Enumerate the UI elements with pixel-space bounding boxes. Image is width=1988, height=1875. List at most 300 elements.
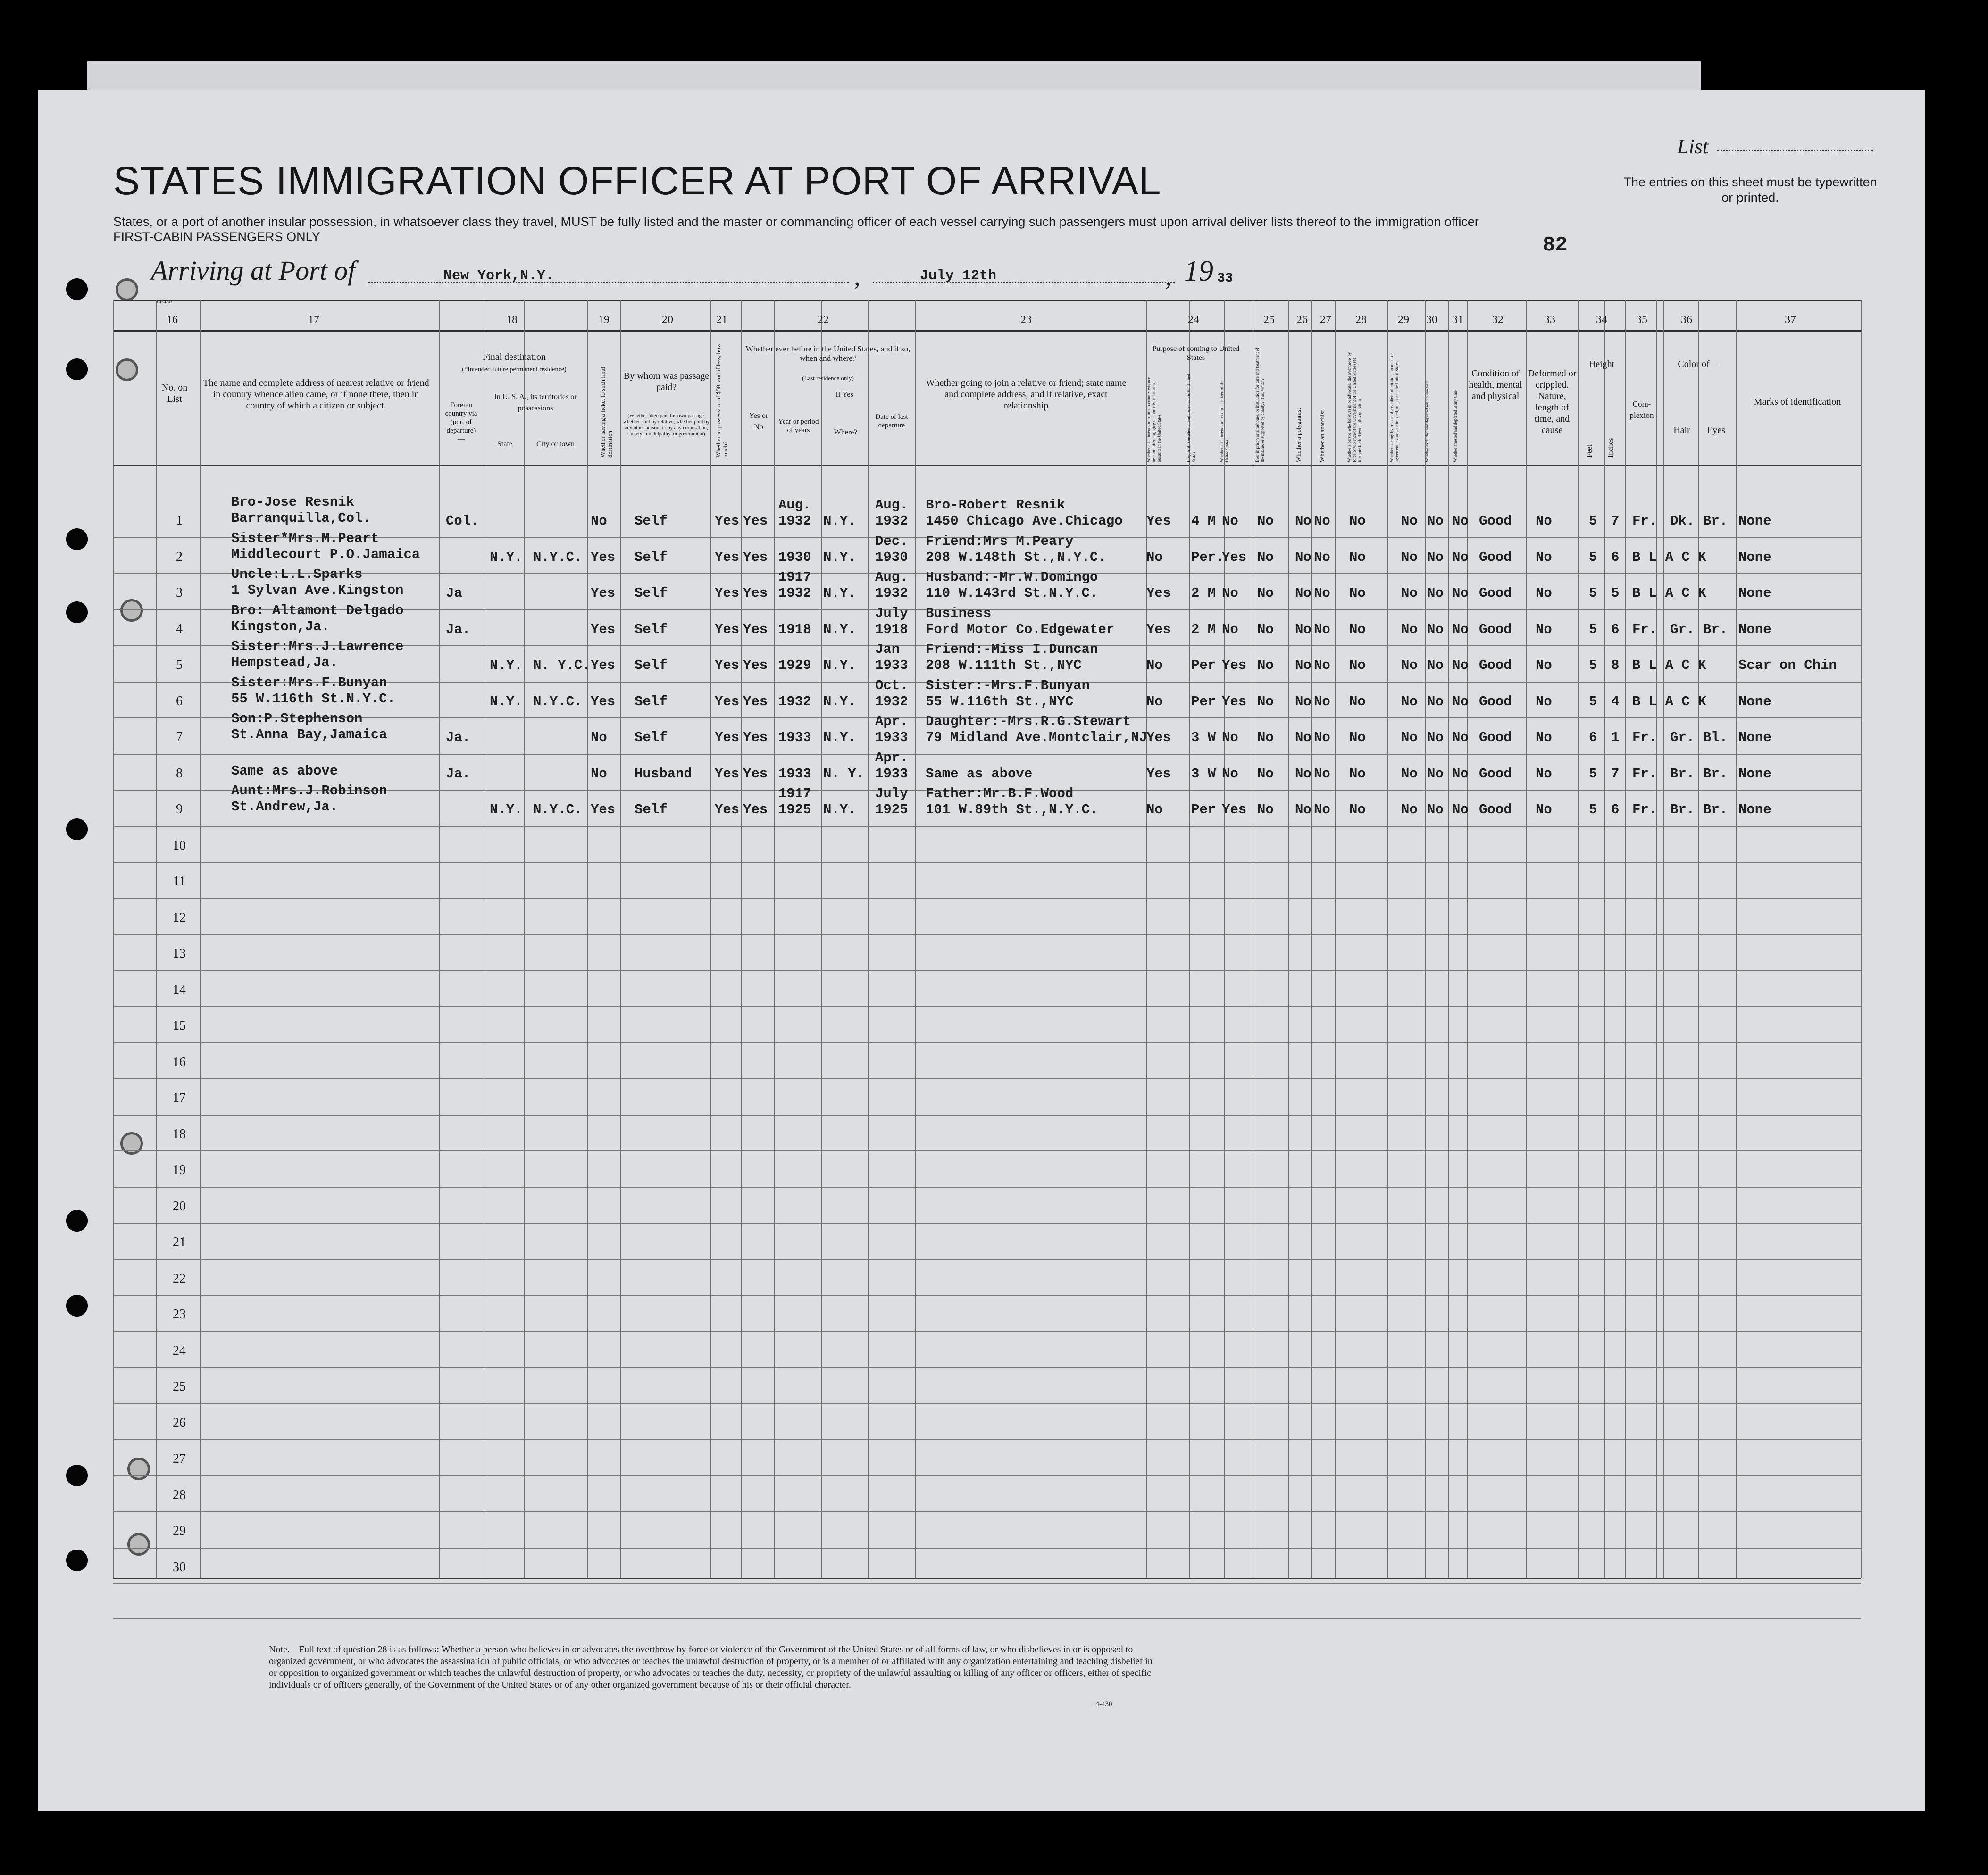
intends-citizenship: Yes xyxy=(1222,802,1247,817)
fifty-dollars-answer: Yes xyxy=(715,513,740,529)
column-number: 37 xyxy=(1785,314,1796,326)
fifty-dollars-answer: Yes xyxy=(715,622,740,637)
column-number: 29 xyxy=(1398,314,1409,326)
eye-color: Br. xyxy=(1703,802,1728,817)
port-line xyxy=(368,282,849,283)
previous-year: 1930 xyxy=(778,550,811,565)
row-number: 23 xyxy=(173,1307,186,1322)
intends-citizenship: No xyxy=(1222,730,1238,745)
relative-address: 55 W.116th St.N.Y.C. xyxy=(231,691,396,707)
ticket-answer: No xyxy=(591,730,607,745)
foreign-country: Col. xyxy=(446,513,479,529)
header-before-us-sub: (Last residence only) xyxy=(802,375,854,382)
column-number: 24 xyxy=(1188,314,1199,326)
previous-year: 1933 xyxy=(778,766,811,782)
polygamist-answer: No xyxy=(1295,622,1311,637)
row-number: 22 xyxy=(173,1271,186,1286)
row-number: 12 xyxy=(173,910,186,925)
passage-paid-by: Self xyxy=(635,513,668,529)
joining-address: 55 W.116th St.,NYC xyxy=(926,694,1074,709)
length-of-stay: 3 W xyxy=(1191,766,1216,782)
column-rule xyxy=(1526,300,1527,1578)
column-number: 31 xyxy=(1452,314,1463,326)
intends-citizenship: No xyxy=(1222,585,1238,601)
column-number: 22 xyxy=(818,314,829,326)
departure-year: 1933 xyxy=(875,658,908,673)
header-where: Where? xyxy=(834,428,858,436)
length-of-stay: 4 M xyxy=(1191,513,1216,529)
column-number: 20 xyxy=(662,314,673,326)
row-number: 2 xyxy=(176,550,183,564)
prison-answer: No xyxy=(1257,658,1274,673)
question-31-answer: No xyxy=(1452,766,1469,782)
departure-year: 1933 xyxy=(875,730,908,745)
row-number: 4 xyxy=(176,622,183,636)
column-rule xyxy=(915,300,916,1578)
identification-marks: None xyxy=(1738,694,1771,709)
row-rule xyxy=(113,1295,1861,1296)
question-31-answer: No xyxy=(1452,585,1469,601)
header-no-on-list: No. on List xyxy=(161,383,188,404)
intends-return: No xyxy=(1146,802,1163,817)
height-inches: 1 xyxy=(1611,730,1620,745)
length-of-stay: Per xyxy=(1191,802,1216,817)
footer-rule xyxy=(113,1618,1861,1619)
binder-ring xyxy=(116,358,138,381)
header-eyes: Eyes xyxy=(1707,425,1725,435)
complexion: Fr. xyxy=(1632,766,1657,782)
eye-color: Br. xyxy=(1703,513,1728,529)
row-number: 7 xyxy=(176,730,183,744)
column-rule xyxy=(200,300,201,1578)
passage-paid-by: Self xyxy=(635,658,668,673)
row-number: 1 xyxy=(176,513,183,528)
previous-year: 1918 xyxy=(778,622,811,637)
row-rule xyxy=(113,1475,1861,1476)
passage-paid-by: Self xyxy=(635,694,668,709)
corner-code: 14-430 xyxy=(156,298,172,305)
health-condition: Good xyxy=(1479,513,1512,529)
relative-name: Sister*Mrs.M.Peart xyxy=(231,531,379,546)
row-rule xyxy=(113,1403,1861,1404)
health-condition: Good xyxy=(1479,802,1512,817)
previous-year: 1933 xyxy=(778,730,811,745)
relative-name: Son:P.Stephenson xyxy=(231,711,363,726)
hair-color: Br. xyxy=(1670,802,1695,817)
fifty-dollars-answer: Yes xyxy=(715,766,740,782)
joining-address: 110 W.143rd St.N.Y.C. xyxy=(926,585,1098,601)
identification-marks: Scar on Chin xyxy=(1738,658,1837,673)
header-bottom-rule xyxy=(113,465,1861,466)
relative-name: Bro-Jose Resnik xyxy=(231,494,355,510)
relative-address: Hempstead,Ja. xyxy=(231,655,338,670)
column-rule xyxy=(1146,300,1147,1578)
departure-month: Oct. xyxy=(875,678,908,693)
header-number-rule xyxy=(113,330,1861,332)
been-in-us-answer: Yes xyxy=(743,550,768,565)
header-final-destination: Final destination xyxy=(483,352,546,362)
hair-color: Dk. xyxy=(1670,513,1695,529)
deformed-answer: No xyxy=(1536,550,1552,565)
footnote: Note.—Full text of question 28 is as follows: Whether a person who believes in or advocates the overthrow by force or violence of the Government of the United States or of all forms of law, or who disbelieves in or is opposed to organized government, or who advocates the assassination of public officials, or who advocates or teaches the unlawful destruction of property, or is a member of or affiliated with any organization entertaining and teaching disbelief in or opposition to organized government or which teaches the unlawful destruction of property, or who advocates or teaches the duty, necessity, or propriety of the unlawful assaulting or killing of any officer or officers, either of specific individuals or of officers generally, of the Government of the United States or of any other organized government because of his or their official character. xyxy=(269,1644,1153,1690)
question-28-answer: No xyxy=(1349,622,1366,637)
departure-month: Aug. xyxy=(875,497,908,513)
year-suffix: 33 xyxy=(1217,271,1233,286)
ticket-answer: No xyxy=(591,766,607,782)
row-rule xyxy=(113,1006,1861,1007)
been-in-us-answer: Yes xyxy=(743,513,768,529)
binder-hole xyxy=(66,601,88,623)
polygamist-answer: No xyxy=(1295,513,1311,529)
column-rule xyxy=(1448,300,1449,1578)
health-condition: Good xyxy=(1479,694,1512,709)
intends-citizenship: Yes xyxy=(1222,658,1247,673)
health-condition: Good xyxy=(1479,622,1512,637)
destination-city: N.Y.C. xyxy=(533,550,583,565)
deformed-answer: No xyxy=(1536,730,1552,745)
column-rule xyxy=(774,300,775,1578)
question-29-answer: No xyxy=(1401,513,1418,529)
deformed-answer: No xyxy=(1536,802,1552,817)
row-number: 25 xyxy=(173,1379,186,1394)
eye-color: Br. xyxy=(1703,622,1728,637)
header-inches: Inches xyxy=(1607,438,1615,458)
anarchist-answer: No xyxy=(1314,550,1330,565)
height-feet: 5 xyxy=(1589,550,1597,565)
row-rule xyxy=(113,1187,1861,1188)
header-anarchist: Whether an anarchist xyxy=(1319,410,1326,462)
row-rule xyxy=(113,1259,1861,1260)
row-rule xyxy=(113,1548,1861,1549)
length-of-stay: Per. xyxy=(1191,550,1224,565)
question-28-answer: No xyxy=(1349,585,1366,601)
header-feet: Feet xyxy=(1586,444,1594,458)
passage-paid-by: Self xyxy=(635,550,668,565)
height-feet: 5 xyxy=(1589,622,1597,637)
binder-hole xyxy=(66,278,88,300)
identification-marks: None xyxy=(1738,585,1771,601)
row-number: 24 xyxy=(173,1343,186,1358)
fifty-dollars-answer: Yes xyxy=(715,694,740,709)
binder-hole xyxy=(66,1465,88,1486)
question-30-answer: No xyxy=(1427,766,1444,782)
column-rule xyxy=(1467,300,1468,1578)
class-line: FIRST-CABIN PASSENGERS ONLY xyxy=(113,230,320,244)
row-number: 18 xyxy=(173,1127,186,1142)
intends-citizenship: Yes xyxy=(1222,550,1247,565)
row-rule xyxy=(113,1511,1861,1512)
column-number: 32 xyxy=(1492,314,1504,326)
previous-year: 1929 xyxy=(778,658,811,673)
question-31-answer: No xyxy=(1452,622,1469,637)
hair-color: Gr. xyxy=(1670,730,1695,745)
question-29-answer: No xyxy=(1401,658,1418,673)
question-30-answer: No xyxy=(1427,513,1444,529)
height-inches: 7 xyxy=(1611,766,1620,782)
identification-marks: None xyxy=(1738,802,1771,817)
row-number: 29 xyxy=(173,1524,186,1538)
length-of-stay: 2 M xyxy=(1191,585,1216,601)
question-30-answer: No xyxy=(1427,730,1444,745)
column-rule xyxy=(439,300,440,1578)
intends-return: No xyxy=(1146,694,1163,709)
relative-address: 1 Sylvan Ave.Kingston xyxy=(231,583,404,598)
previous-residence: N.Y. xyxy=(823,802,856,817)
polygamist-answer: No xyxy=(1295,658,1311,673)
length-of-stay: 2 M xyxy=(1191,622,1216,637)
hair-color: Gr. xyxy=(1670,622,1695,637)
foreign-country: Ja. xyxy=(446,766,471,782)
column-rule xyxy=(1288,300,1289,1578)
column-rule xyxy=(1335,300,1336,1578)
joining-person: Bro-Robert Resnik xyxy=(926,497,1065,513)
question-30-answer: No xyxy=(1427,622,1444,637)
health-condition: Good xyxy=(1479,730,1512,745)
arrival-date: July 12th xyxy=(920,268,997,284)
deformed-answer: No xyxy=(1536,622,1552,637)
destination-city: N.Y.C. xyxy=(533,802,583,817)
binder-ring xyxy=(127,1533,150,1556)
form-title: STATES IMMIGRATION OFFICER AT PORT OF ARRIVAL xyxy=(113,158,1161,203)
row-number: 9 xyxy=(176,802,183,817)
height-inches: 6 xyxy=(1611,622,1620,637)
column-rule xyxy=(1604,300,1605,1578)
destination-state: N.Y. xyxy=(490,802,523,817)
joining-person: Sister:-Mrs.F.Bunyan xyxy=(926,678,1090,693)
joining-person: Husband:-Mr.W.Domingo xyxy=(926,569,1098,585)
column-rule xyxy=(620,300,621,1578)
column-number: 26 xyxy=(1296,314,1308,326)
row-rule xyxy=(113,754,1861,755)
joining-address: 101 W.89th St.,N.Y.C. xyxy=(926,802,1098,817)
prison-answer: No xyxy=(1257,766,1274,782)
prison-answer: No xyxy=(1257,513,1274,529)
question-30-answer: No xyxy=(1427,658,1444,673)
destination-city: N. Y.C. xyxy=(533,658,591,673)
header-polygamist: Whether a polygamist xyxy=(1295,408,1302,462)
page-number: 82 xyxy=(1543,233,1568,257)
length-of-stay: Per xyxy=(1191,658,1216,673)
row-rule xyxy=(113,1583,1861,1584)
header-purpose: Purpose of coming to United States xyxy=(1152,345,1240,362)
hair-color: Br. xyxy=(1670,766,1695,782)
departure-year: 1932 xyxy=(875,585,908,601)
row-number: 13 xyxy=(173,946,186,961)
row-rule xyxy=(113,862,1861,863)
relative-name: Aunt:Mrs.J.Robinson xyxy=(231,783,387,799)
deformed-answer: No xyxy=(1536,694,1552,709)
header-last-departure: Date of last departure xyxy=(875,413,908,429)
header-question-28: Whether a person who believes in or advocates the overthrow by force or violence of the Government of the United States (see footnote for full text of this question) xyxy=(1347,352,1362,462)
list-number-line xyxy=(1717,150,1873,151)
column-rule xyxy=(156,300,157,1578)
previous-residence: N.Y. xyxy=(823,585,856,601)
identification-marks: None xyxy=(1738,766,1771,782)
complexion: B L A C K xyxy=(1632,585,1706,601)
anarchist-answer: No xyxy=(1314,585,1330,601)
departure-year: 1933 xyxy=(875,766,908,782)
previous-residence: N.Y. xyxy=(823,658,856,673)
complexion: Fr. xyxy=(1632,513,1657,529)
question-28-answer: No xyxy=(1349,513,1366,529)
height-inches: 5 xyxy=(1611,585,1620,601)
identification-marks: None xyxy=(1738,730,1771,745)
eye-color: Bl. xyxy=(1703,730,1728,745)
manifest-sheet xyxy=(38,90,1925,1811)
relative-name: Uncle:L.L.Sparks xyxy=(231,567,363,582)
anarchist-answer: No xyxy=(1314,694,1330,709)
destination-city: N.Y.C. xyxy=(533,694,583,709)
relative-name: Sister:Mrs.J.Lawrence xyxy=(231,639,404,654)
complexion: Fr. xyxy=(1632,802,1657,817)
intends-return: No xyxy=(1146,550,1163,565)
column-number: 19 xyxy=(598,314,610,326)
previous-residence: N.Y. xyxy=(823,730,856,745)
row-number: 26 xyxy=(173,1416,186,1430)
fifty-dollars-answer: Yes xyxy=(715,585,740,601)
identification-marks: None xyxy=(1738,550,1771,565)
question-28-answer: No xyxy=(1349,766,1366,782)
header-health: Condition of health, mental and physical xyxy=(1469,368,1522,401)
joining-person: Father:Mr.B.F.Wood xyxy=(926,786,1074,801)
ticket-answer: Yes xyxy=(591,550,616,565)
deformed-answer: No xyxy=(1536,513,1552,529)
destination-state: N.Y. xyxy=(490,550,523,565)
previous-year: 1932 xyxy=(778,513,811,529)
column-number: 23 xyxy=(1020,314,1032,326)
polygamist-answer: No xyxy=(1295,766,1311,782)
joining-address: 208 W.111th St.,NYC xyxy=(926,658,1082,673)
row-rule xyxy=(113,1042,1861,1043)
column-number: 28 xyxy=(1355,314,1367,326)
question-29-answer: No xyxy=(1401,622,1418,637)
column-number: 16 xyxy=(167,314,178,326)
row-rule xyxy=(113,898,1861,899)
joining-address: 208 W.148th St.,N.Y.C. xyxy=(926,550,1106,565)
height-inches: 6 xyxy=(1611,802,1620,817)
question-29-answer: No xyxy=(1401,766,1418,782)
row-number: 10 xyxy=(173,838,186,853)
header-deformed: Deformed or crippled. Nature, length of time, and cause xyxy=(1528,368,1577,435)
question-30-answer: No xyxy=(1427,550,1444,565)
column-rule xyxy=(1656,300,1657,1578)
binder-hole xyxy=(66,528,88,550)
identification-marks: None xyxy=(1738,622,1771,637)
column-rule xyxy=(1578,300,1579,1578)
departure-month: July xyxy=(875,606,908,621)
anarchist-answer: No xyxy=(1314,513,1330,529)
column-number: 25 xyxy=(1263,314,1275,326)
binder-hole xyxy=(66,818,88,840)
departure-month: July xyxy=(875,786,908,801)
header-hair: Hair xyxy=(1673,425,1690,435)
question-28-answer: No xyxy=(1349,658,1366,673)
column-number: 21 xyxy=(716,314,727,326)
row-rule xyxy=(113,970,1861,971)
row-rule xyxy=(113,826,1861,827)
column-number: 34 xyxy=(1596,314,1607,326)
row-number: 19 xyxy=(173,1163,186,1177)
departure-year: 1918 xyxy=(875,622,908,637)
joining-address: Same as above xyxy=(926,766,1033,782)
column-rule xyxy=(1698,300,1699,1578)
height-inches: 7 xyxy=(1611,513,1620,529)
relative-name: Bro: Altamont Delgado xyxy=(231,603,404,618)
been-in-us-answer: Yes xyxy=(743,766,768,782)
question-29-answer: No xyxy=(1401,730,1418,745)
previous-residence: N.Y. xyxy=(823,550,856,565)
height-feet: 5 xyxy=(1589,766,1597,782)
height-feet: 6 xyxy=(1589,730,1597,745)
passage-paid-by: Husband xyxy=(635,766,692,782)
header-question-31: Whether arrested and deported at any time xyxy=(1453,390,1458,462)
header-purpose-return: Whether alien intends to return to country whence he came after engaging temporarily in laboring pursuits in the United States xyxy=(1146,377,1161,462)
identification-marks: None xyxy=(1738,513,1771,529)
height-feet: 5 xyxy=(1589,585,1597,601)
joining-person: Friend:-Miss I.Duncan xyxy=(926,642,1098,657)
header-yes-no: Yes or No xyxy=(749,412,768,431)
header-passage-sub: (Whether alien paid his own passage, whether paid by relative, whether paid by any other person, or by any corporation, society, municipality, or government) xyxy=(623,413,710,437)
health-condition: Good xyxy=(1479,550,1512,565)
header-marks: Marks of identification xyxy=(1754,397,1841,407)
relative-address: St.Andrew,Ja. xyxy=(231,799,338,815)
health-condition: Good xyxy=(1479,585,1512,601)
column-rule xyxy=(1425,300,1426,1578)
header-purpose-length: Length of time alien intends to remain in the United States xyxy=(1186,374,1196,462)
form-subtitle: States, or a port of another insular possession, in whatsoever class they travel, MUST be fully listed and the master or commanding officer of each vessel carrying such passengers must upon arrival deliver lists thereof to the immigration officer xyxy=(113,215,1479,229)
header-complexion: Com-plexion xyxy=(1629,400,1654,420)
arrival-port: New York,N.Y. xyxy=(443,268,554,284)
deformed-answer: No xyxy=(1536,585,1552,601)
ticket-answer: Yes xyxy=(591,802,616,817)
passage-paid-by: Self xyxy=(635,802,668,817)
column-number: 30 xyxy=(1426,314,1437,326)
row-rule xyxy=(113,1223,1861,1224)
row-number: 21 xyxy=(173,1235,186,1250)
list-label: List xyxy=(1677,135,1709,158)
destination-state: N.Y. xyxy=(490,694,523,709)
departure-year: 1930 xyxy=(875,550,908,565)
question-30-answer: No xyxy=(1427,585,1444,601)
polygamist-answer: No xyxy=(1295,730,1311,745)
previous-year: 1932 xyxy=(778,694,811,709)
prison-answer: No xyxy=(1257,730,1274,745)
header-final-destination-sub: (*Intended future permanent residence) xyxy=(462,366,567,373)
departure-month: Aug. xyxy=(875,569,908,585)
ticket-answer: Yes xyxy=(591,658,616,673)
deformed-answer: No xyxy=(1536,658,1552,673)
departure-month: Jan xyxy=(875,642,900,657)
intends-citizenship: No xyxy=(1222,513,1238,529)
header-relative: The name and complete address of nearest relative or friend in country whence alien came, or if none there, then in country of which a citizen or subject. xyxy=(203,378,429,411)
header-question-30: Whether excluded and deported within one year xyxy=(1425,381,1429,462)
joining-person: Friend:Mrs M.Peary xyxy=(926,533,1074,549)
intends-citizenship: No xyxy=(1222,622,1238,637)
binder-ring xyxy=(120,599,143,622)
table-top-rule xyxy=(113,300,1861,301)
question-31-answer: No xyxy=(1452,694,1469,709)
joining-person: Business xyxy=(926,606,992,621)
header-purpose-citizen: Whether alien intends to become a citizen of the United States xyxy=(1220,380,1229,462)
joining-address: Ford Motor Co.Edgewater xyxy=(926,622,1115,637)
question-29-answer: No xyxy=(1401,802,1418,817)
height-inches: 8 xyxy=(1611,658,1620,673)
table-bottom-rule xyxy=(113,1578,1861,1579)
been-in-us-answer: Yes xyxy=(743,622,768,637)
been-in-us-answer: Yes xyxy=(743,730,768,745)
intends-return: Yes xyxy=(1146,622,1171,637)
row-number: 16 xyxy=(173,1055,186,1069)
